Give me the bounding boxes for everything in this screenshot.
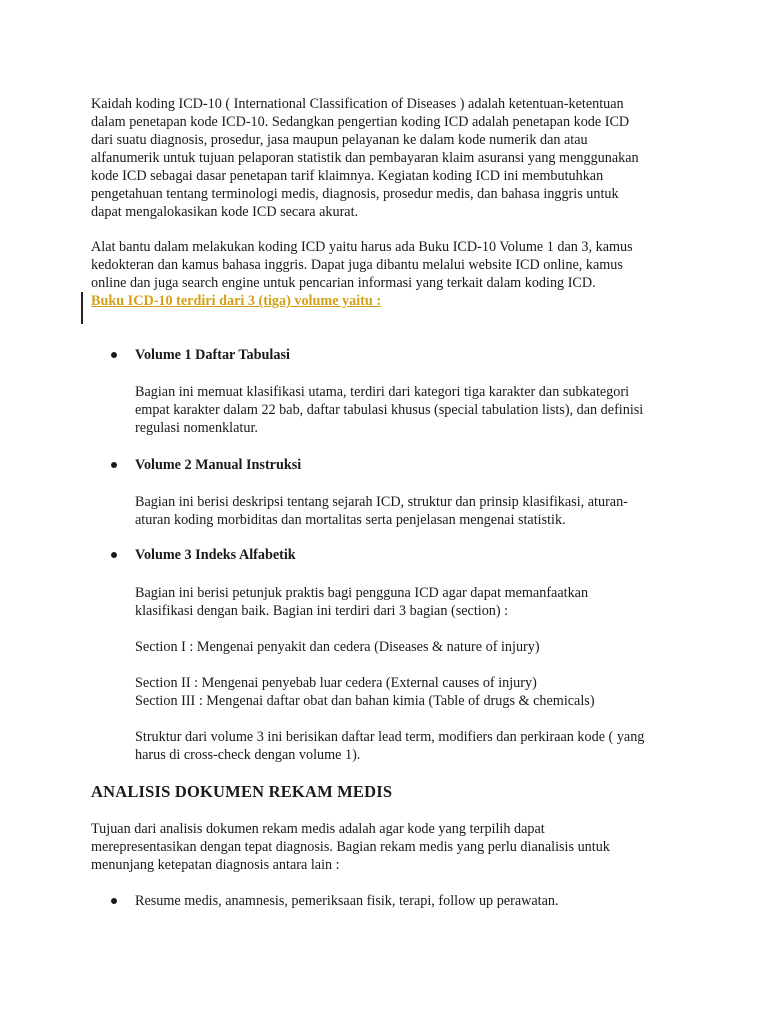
volume-3-section-3: Section III : Mengenai daftar obat dan bahan kimia (Table of drugs & chemicals) bbox=[135, 693, 595, 709]
volume-1-description: Bagian ini memuat klasifikasi utama, terdiri dari kategori tiga karakter dan subkategori empat karakter dalam 22 bab, daftar tabulasi khusus (special tabulation lists), dan definisi regulasi nomenklatur. bbox=[135, 384, 644, 436]
intro-paragraph-1: Kaidah koding ICD-10 ( International Classification of Diseases ) adalah ketentuan-ketentuan dalam penetapan kode ICD-10. Sedangkan pengertian koding ICD adalah penetapan kode ICD dari suatu diagnosis, prosedur, jasa maupun pelayanan ke dalam kode numerik dan atau alfanumerik untuk tujuan pelaporan statistik dan pembayaran klaim asuransi yang menggunakan kode ICD sebagai dasar penetapan tarif klaimnya. Kegiatan koding ICD ini membutuhkan pengetahuan tentang terminologi medis, diagnosis, prosedur medis, dan bahasa inggris untuk dapat mengalokasikan kode ICD secara akurat. bbox=[91, 96, 639, 220]
bullet-icon bbox=[111, 898, 117, 904]
volume-2-title: Volume 2 Manual Instruksi bbox=[135, 457, 302, 473]
volume-3-section-2: Section II : Mengenai penyebab luar cedera (External causes of injury) bbox=[135, 675, 537, 691]
bullet-icon bbox=[111, 352, 117, 358]
volume-3-description: Bagian ini berisi petunjuk praktis bagi pengguna ICD agar dapat memanfaatkan klasifikasi dengan baik. Bagian ini terdiri dari 3 bagian (section) : bbox=[135, 585, 589, 619]
volume-list-heading-link[interactable]: Buku ICD-10 terdiri dari 3 (tiga) volume yaitu : bbox=[91, 293, 382, 309]
intro-paragraph-2: Alat bantu dalam melakukan koding ICD yaitu harus ada Buku ICD-10 Volume 1 dan 3, kamus kedokteran dan kamus bahasa inggris. Dapat juga dibantu melalui website ICD online, kamus online dan juga search engine untuk pencarian informasi yang terkait dalam koding ICD. bbox=[91, 239, 633, 291]
analysis-heading: ANALISIS DOKUMEN REKAM MEDIS bbox=[91, 782, 393, 801]
analysis-list-item: Resume medis, anamnesis, pemeriksaan fisik, terapi, follow up perawatan. bbox=[135, 893, 559, 909]
volume-3-title: Volume 3 Indeks Alfabetik bbox=[135, 547, 296, 563]
bullet-icon bbox=[111, 552, 117, 558]
volume-1-title: Volume 1 Daftar Tabulasi bbox=[135, 347, 290, 363]
volume-2-description: Bagian ini berisi deskripsi tentang sejarah ICD, struktur dan prinsip klasifikasi, aturan- aturan koding morbiditas dan mortalitas serta penjelasan mengenai statistik. bbox=[135, 494, 628, 528]
volume-3-structure: Struktur dari volume 3 ini berisikan daftar lead term, modifiers dan perkiraan kode ( yang harus di cross-check dengan volume 1). bbox=[135, 729, 645, 763]
volume-3-section-1: Section I : Mengenai penyakit dan cedera (Diseases & nature of injury) bbox=[135, 639, 540, 655]
text-cursor bbox=[81, 292, 83, 324]
analysis-paragraph: Tujuan dari analisis dokumen rekam medis adalah agar kode yang terpilih dapat merepresentasikan dengan tepat diagnosis. Bagian rekam medis yang perlu dianalisis untuk menunjang ketepatan diagnosis antara lain : bbox=[91, 821, 610, 873]
bullet-icon bbox=[111, 462, 117, 468]
